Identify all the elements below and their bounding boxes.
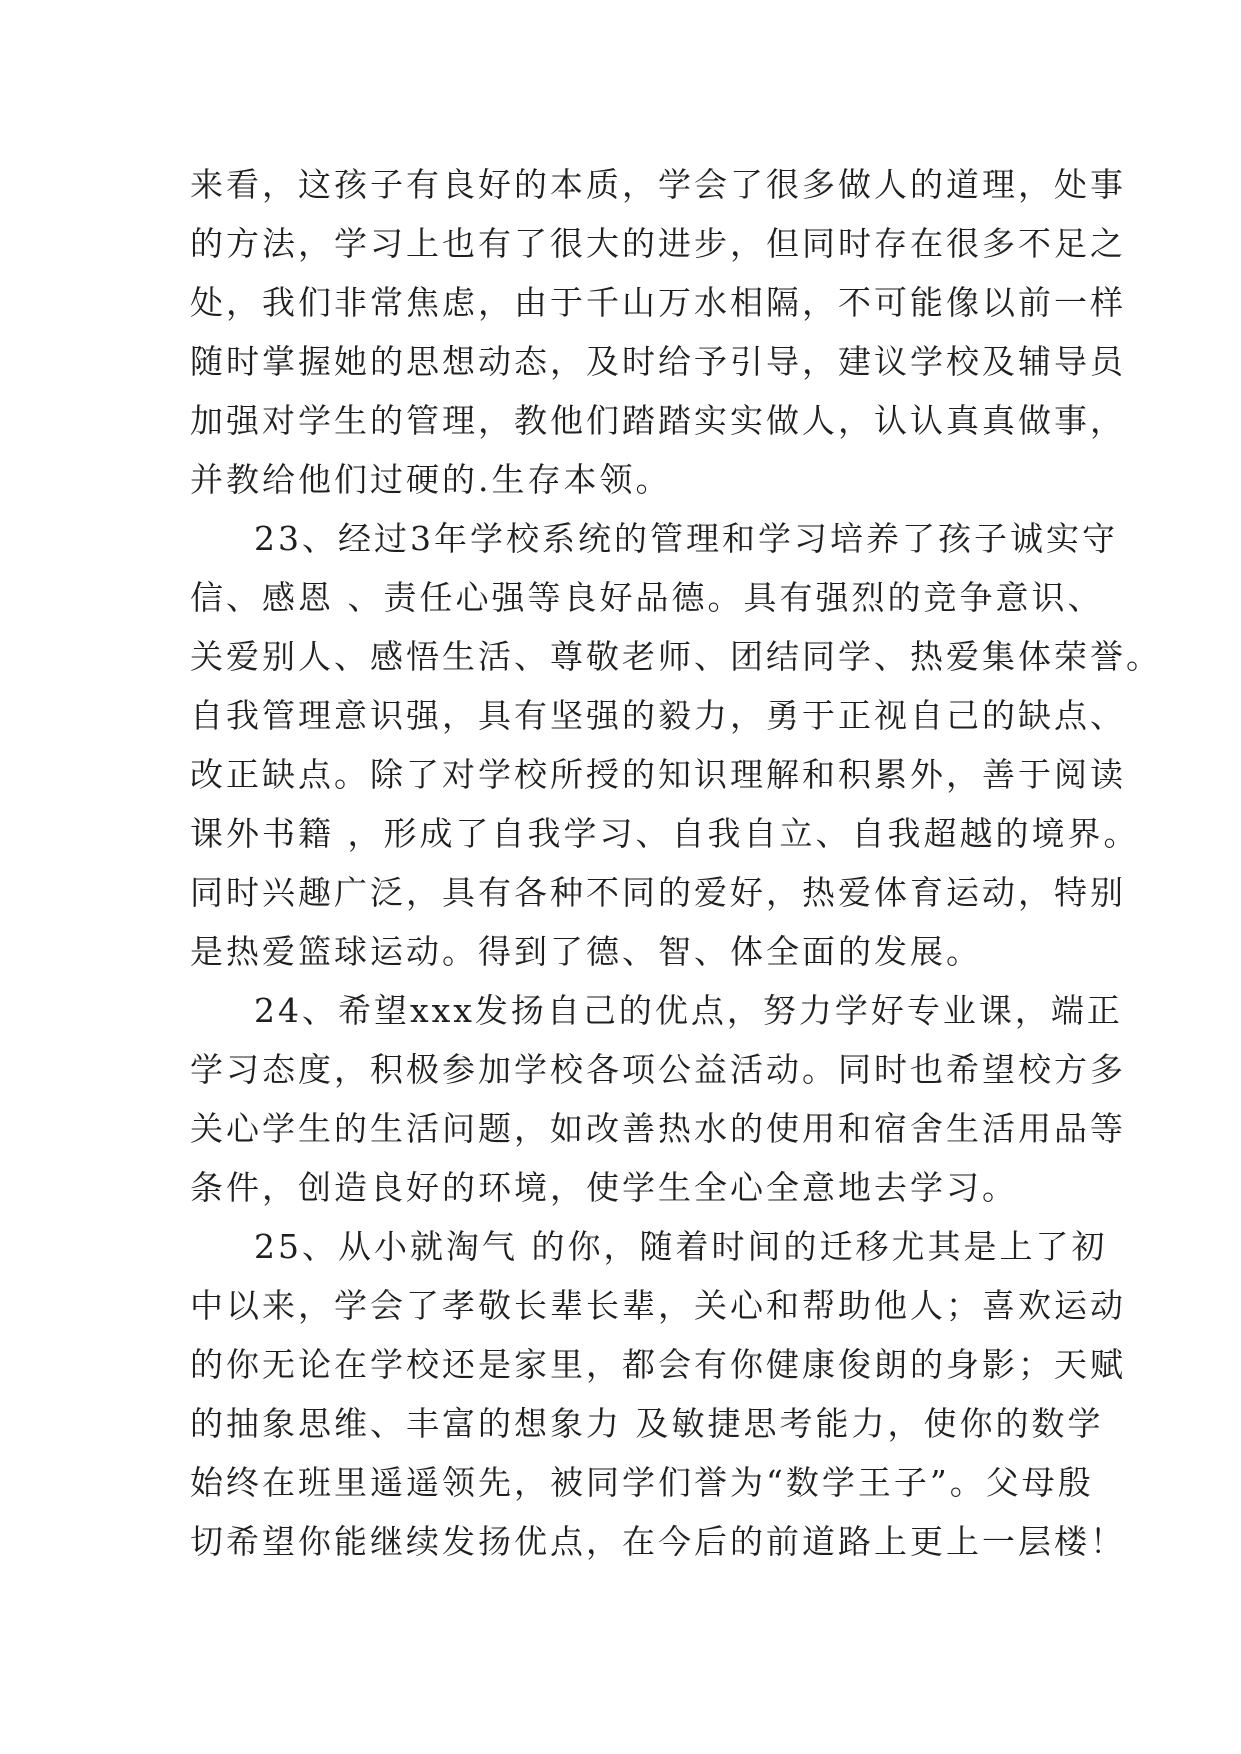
text-line: 关心学生的生活问题，如改善热水的使用和宿舍生活用品等 — [190, 1109, 1126, 1148]
text-line: 24、希望xxx发扬自己的优点，努力学好专业课，端正 — [254, 991, 1123, 1030]
text-line: 的抽象思维、丰富的想象力 及敏捷思考能力，使你的数学 — [190, 1404, 1104, 1443]
paragraph-25 — [190, 1217, 1126, 1571]
text-line: 加强对学生的管理，教他们踏踏实实做人，认认真真做事， — [190, 401, 1126, 440]
text-line: 学习态度，积极参加学校各项公益活动。同时也希望校方多 — [190, 1050, 1126, 1089]
text-line: 来看，这孩子有良好的本质，学会了很多做人的道理，处事 — [190, 165, 1126, 204]
text-line: 23、经过3年学校系统的管理和学习培养了孩子诚实守 — [254, 519, 1118, 558]
text-line: 并教给他们过硬的.生存本领。 — [190, 460, 672, 499]
text-line: 的你无论在学校还是家里，都会有你健康俊朗的身影；天赋 — [190, 1345, 1126, 1384]
text-line: 的方法，学习上也有了很大的进步，但同时存在很多不足之 — [190, 224, 1126, 263]
text-line: 处，我们非常焦虑，由于千山万水相隔，不可能像以前一样 — [190, 283, 1126, 322]
text-line: 25、从小就淘气 的你，随着时间的迁移尤其是上了初 — [254, 1227, 1108, 1266]
text-line: 条件，创造良好的环境，使学生全心全意地去学习。 — [190, 1168, 1018, 1207]
text-line: 关爱别人、感悟生活、尊敬老师、团结同学、热爱集体荣誉。 — [190, 637, 1162, 676]
paragraph-24 — [190, 981, 1126, 1217]
text-line: 切希望你能继续发扬优点，在今后的前道路上更上一层楼！ — [190, 1522, 1126, 1561]
text-line: 随时掌握她的思想动态，及时给予引导，建议学校及辅导员 — [190, 342, 1126, 381]
paragraph-continuation — [190, 155, 1126, 509]
text-line: 改正缺点。除了对学校所授的知识理解和积累外，善于阅读 — [190, 755, 1126, 794]
text-line: 自我管理意识强，具有坚强的毅力，勇于正视自己的缺点、 — [190, 696, 1126, 735]
paragraph-23 — [190, 509, 1162, 981]
text-line: 是热爱篮球运动。得到了德、智、体全面的发展。 — [190, 932, 982, 971]
text-line: 信、感恩 、责任心强等良好品德。具有强烈的竞争意识、 — [190, 578, 1104, 617]
document-body — [190, 155, 1162, 1571]
text-line: 课外书籍 ，形成了自我学习、自我自立、自我超越的境界。 — [190, 814, 1140, 853]
text-line: 中以来，学会了孝敬长辈长辈，关心和帮助他人；喜欢运动 — [190, 1286, 1126, 1325]
text-line: 同时兴趣广泛，具有各种不同的爱好，热爱体育运动，特别 — [190, 873, 1126, 912]
text-line: 始终在班里遥遥领先，被同学们誉为“数学王子”。父母殷 — [190, 1463, 1094, 1502]
